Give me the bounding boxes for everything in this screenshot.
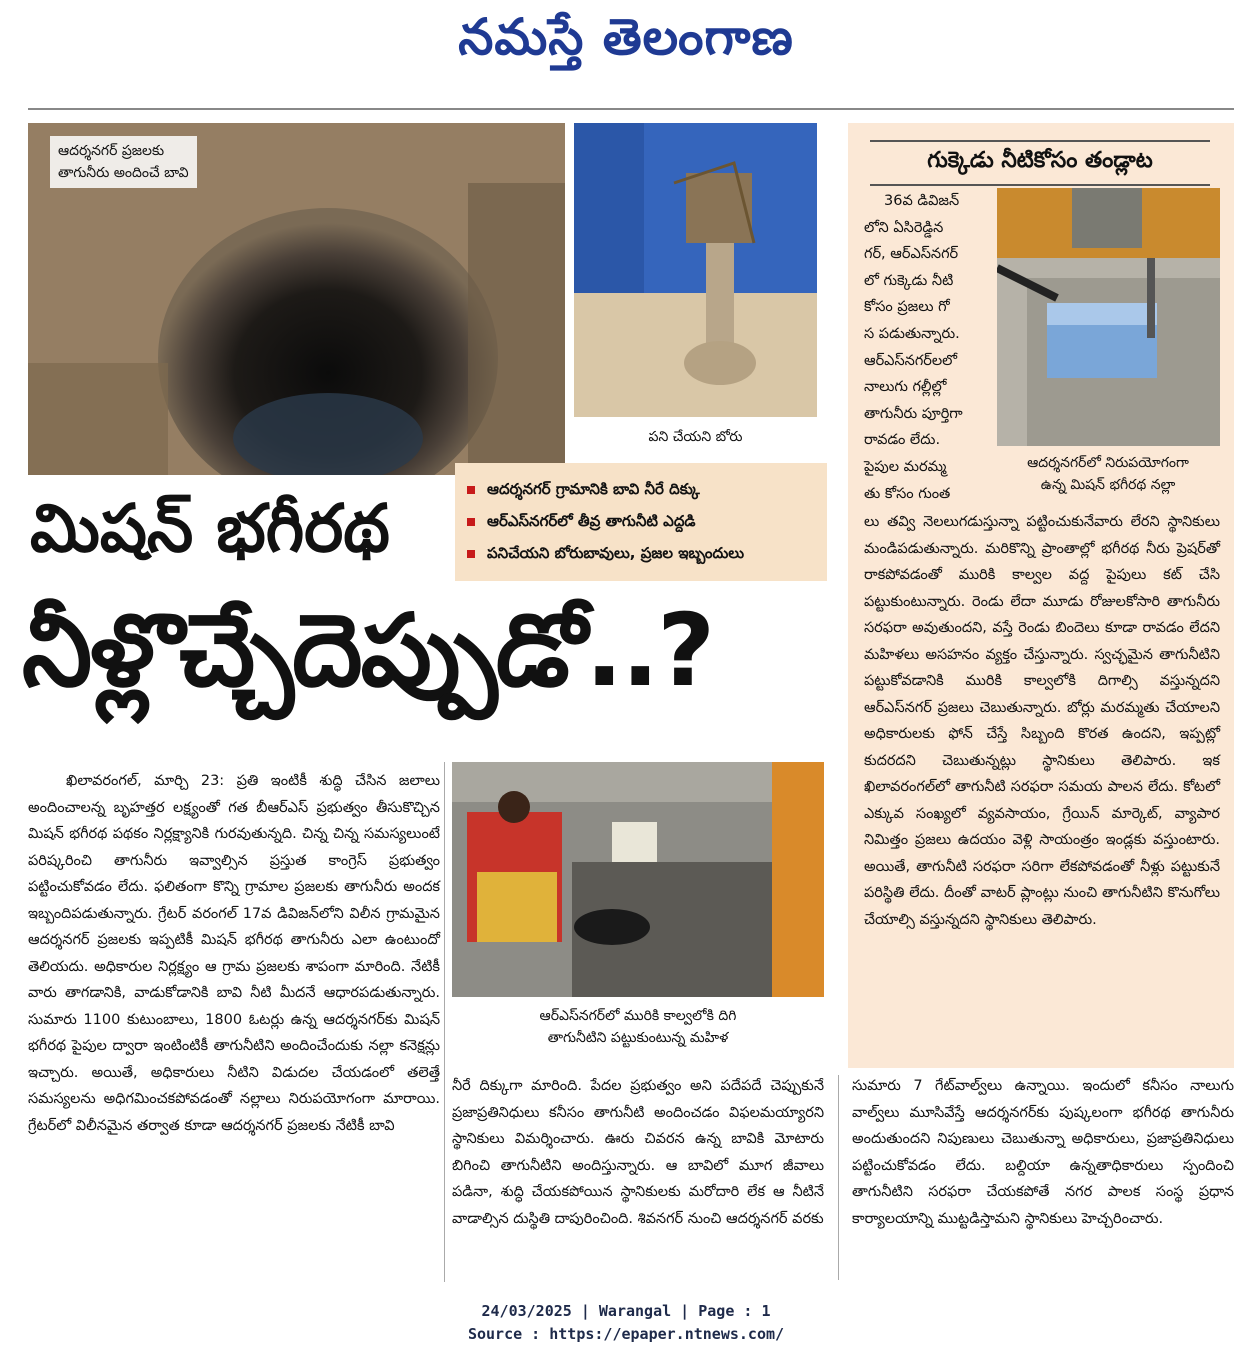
highlight-text: పనిచేయని బోరుబావులు, ప్రజల ఇబ్బందులు [487, 544, 745, 562]
column-divider [838, 1075, 839, 1280]
pipe-photo [997, 188, 1220, 446]
footer-source: Source : https://epaper.ntnews.com/ [467, 1325, 785, 1343]
sidebar-line: స పడుతున్నారు. [864, 325, 960, 342]
bore-image [574, 123, 817, 417]
woman-caption-line-1: ఆర్‌ఎస్‌నగర్‌లో మురికి కాల్వలోకి దిగి [539, 1008, 737, 1024]
highlight-item [467, 473, 815, 505]
sidebar-line: గర్, ఆర్‌ఎస్‌నగర్ [864, 246, 959, 263]
woman-caption [452, 1005, 824, 1049]
bore-photo [574, 123, 817, 417]
bore-caption: పని చేయని బోరు [648, 429, 743, 445]
highlight-text: ఆర్‌ఎస్‌నగర్‌లో తీవ్ర తాగునీటి ఎద్దడి [487, 512, 696, 530]
woman-photo [452, 762, 824, 997]
bullet-icon [467, 518, 475, 526]
bullet-icon [467, 550, 475, 558]
sidebar-line: కోసం ప్రజలు గో [864, 299, 950, 316]
highlight-item [467, 505, 815, 537]
well-caption-line-2: తాగునీరు అందించే బావి [58, 165, 189, 181]
article-paragraph: సుమారు 7 గేట్‌వాల్వ్‌లు ఉన్నాయి. ఇందులో కనీసం నాలుగు వాల్వ్‌లు మూసివేస్తే ఆదర్శనగర్‌కు పుష్కలంగా భగీరథ తాగునీరు అందుతుందని నిపుణులు చెబుతున్నా అధికారులు, ప్రజాప్రతినిధులు పట్టించుకోవడం లేదు. బల్దియా ఉన్నతాధికారులు స్పందించి తాగునీటిని సరఫరా చేయకపోతే నగర పాలక సంస్థ ప్రధాన కార్యాలయాన్ని ముట్టడిస్తామని స్థానికులు హెచ్చరించారు. [852, 1078, 1234, 1227]
sidebar-body [864, 509, 1220, 933]
pipe-caption-line-1: ఆదర్శనగర్‌లో నిరుపయోగంగా [1027, 455, 1189, 471]
pipe-caption [980, 452, 1236, 496]
footer-date-edition: 24/03/2025 | Warangal | Page : 1 [481, 1302, 771, 1320]
sidebar-line: లో గుక్కెడు నీటి [864, 272, 954, 289]
sidebar-heading: గుక్కెడు నీటికోసం తండ్లాట [870, 140, 1210, 186]
sidebar-narrow-text [864, 188, 990, 507]
sidebar-line: నాలుగు గల్లీల్లో [864, 379, 947, 396]
well-caption-line-1: ఆదర్శనగర్ ప్రజలకు [58, 143, 165, 159]
column-divider [444, 762, 445, 1282]
highlight-text: ఆదర్శనగర్ గ్రామానికి బావి నీరే దిక్కు [487, 480, 700, 498]
woman-image [452, 762, 824, 997]
headline-line-2: నీళ్లొచ్చేదెప్పుడో..? [22, 592, 714, 709]
article-column-3 [852, 1073, 1234, 1232]
article-paragraph: నీరే దిక్కుగా మారింది. పేదల ప్రభుత్వం అని పదేపదే చెప్పుకునే ప్రజాప్రతినిధులు కనీసం తాగునీటి అందించడం విఫలమయ్యారని స్థానికులు విమర్శించారు. ఊరు చివరన ఉన్న బావికి మోటారు బిగించి తాగునీటిని అందిస్తున్నారు. ఆ బావిలో మూగ జీవాలు పడినా, శుద్ధి చేయకపోయిన స్థానికులకు మరోదారి లేక ఆ నీటినే వాడాల్సిన దుస్థితి దాపురించింది. శివనగర్ నుంచి ఆదర్శనగర్ వరకు [452, 1078, 824, 1227]
pipe-caption-line-2: ఉన్న మిషన్ భగీరథ నల్లా [1040, 477, 1176, 493]
sidebar-paragraph: లు తవ్వి నెలలుగడుస్తున్నా పట్టించుకునేవారు లేరని స్థానికులు మండిపడుతున్నారు. మరికొన్ని ప్రాంతాల్లో భగీరథ నీరు ప్రెషర్‌తో రాకపోవడంతో మురికి కాల్వల వద్ద పైపులు కట్ చేసి పట్టుకుంటున్నారు. రెండు లేదా మూడు రోజులకోసారి తాగునీరు సరఫరా అవుతుందని, వస్తే రెండు బిందెలు కూడా రావడం లేదని మహిళలు అసహనం వ్యక్తం చేస్తున్నారు. స్వచ్ఛమైన తాగునీటిని పట్టుకోవడానికి మురికి కాల్వలోకి దిగాల్సి వస్తున్నదని ఆర్‌ఎస్‌నగర్ ప్రజలు చెబుతున్నారు. బోర్లు మరమ్మతు చేయాలని అధికారులకు ఫోన్ చేస్తే సిబ్బంది కొరత ఉందని, ఇప్పట్లో కుదరదని చెబుతున్నట్లు స్థానికులు తెలిపారు. ఇక ఖిలావరంగల్‌లో తాగునీటి సరఫరా సమయ పాలన లేదు. కోటలో ఎక్కువ సంఖ్యలో వ్యవసాయం, గ్రేయిన్ మార్కెట్, వ్యాపార నిమిత్తం ప్రజలు ఉదయం వెళ్లి సాయంత్రం ఇండ్లకు వస్తుంటారు. అయితే, తాగునీటి సరఫరా సరిగా లేకపోవడంతో నీళ్లు పట్టుకునే పరిస్థితి లేదు. దీంతో వాటర్ ప్లాంట్లు నుంచి తాగునీటిని కొనుగోలు చేయాల్సి వస్తున్నదని స్థానికులు తెలిపారు. [864, 514, 1220, 928]
headline-line-1: మిషన్ భగీరథ [30, 490, 390, 567]
well-caption [50, 136, 197, 188]
bullet-icon [467, 486, 475, 494]
sidebar-line: రావడం లేదు. [864, 432, 941, 449]
highlight-item [467, 537, 815, 569]
sidebar-line: తాగునీరు పూర్తిగా [864, 405, 963, 422]
sidebar-line: పైపుల మరమ్మ [864, 458, 947, 475]
sidebar-line: ఆర్‌ఎస్‌నగర్‌లలో [864, 352, 958, 369]
masthead: నమస్తే తెలంగాణ [458, 8, 794, 66]
article-paragraph: ఖిలావరంగల్, మార్చి 23: ప్రతి ఇంటికీ శుద్ధి చేసిన జలాలు అందించాలన్న బృహత్తర లక్ష్యంతో గత బీఆర్‌ఎస్ ప్రభుత్వం తీసుకొచ్చిన మిషన్ భగీరథ పథకం నిర్లక్ష్యానికి గురవుతున్నది. చిన్న చిన్న సమస్యలుంటే పరిష్కరించి తాగునీరు ఇవ్వాల్సిన ప్రస్తుత కాంగ్రెస్ ప్రభుత్వం పట్టించుకోవడం లేదు. ఫలితంగా కొన్ని గ్రామాల ప్రజలకు తాగునీరు అందక ఇబ్బందిపడుతున్నారు. గ్రేటర్ వరంగల్ 17వ డివిజన్‌లోని విలీన గ్రామమైన ఆదర్శనగర్ ప్రజలకు ఇప్పటికీ మిషన్ భగీరథ తాగునీరు ఎలా ఉంటుందో తెలియదు. అధికారుల నిర్లక్ష్యం ఆ గ్రామ ప్రజలకు శాపంగా మారింది. నేటికీ వారు తాగడానికి, వాడుకోడానికి బావి నీటి మీదనే ఆధారపడుతున్నారు. సుమారు 1100 కుటుంబాలు, 1800 ఓటర్లు ఉన్న ఆదర్శనగర్‌కు మిషన్ భగీరథ పైపుల ద్వారా ఇంటింటికీ తాగునీటిని అందించేందుకు నల్లా కనెక్షన్లు ఇచ్చారు. అయితే, అధికారులు నీటిని విడుదల చేయడంలో తలెత్తే సమస్యలను అధిగమించకపోవడంతో నల్లాలు నిరుపయోగంగా మారాయి. గ్రేటర్‌లో విలీనమైన తర్వాత కూడా ఆదర్శనగర్ ప్రజలకు నేటికీ బావి [28, 773, 440, 1134]
masthead-rule [28, 108, 1234, 110]
pipe-image [997, 188, 1220, 446]
article-column-1 [28, 768, 440, 1139]
sidebar-line: లోని ఏసిరెడ్డిన [864, 219, 944, 236]
article-column-2 [452, 1073, 824, 1232]
woman-caption-line-2: తాగునీటిని పట్టుకుంటున్న మహిళ [547, 1030, 729, 1046]
sidebar-line: 36వ డివిజన్ [884, 193, 960, 209]
sidebar-line: తు కోసం గుంత [864, 485, 951, 502]
highlights-box [455, 463, 827, 581]
